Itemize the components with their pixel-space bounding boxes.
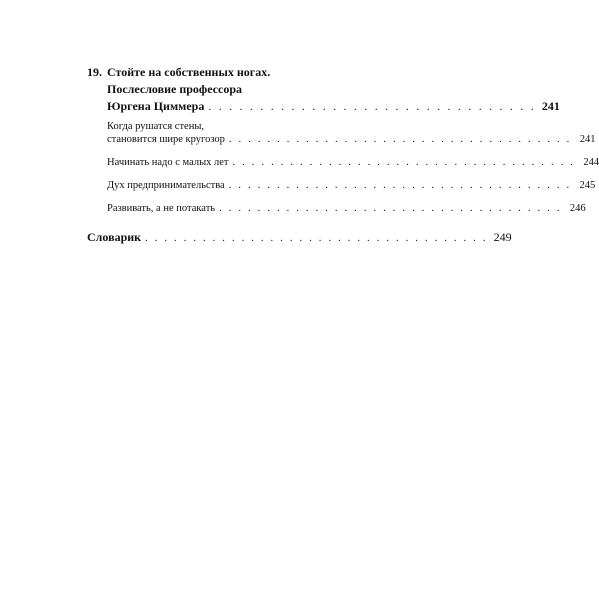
section-title: Дух предпринимательства — [107, 180, 225, 191]
chapter-author-row — [87, 98, 560, 115]
toc-section-entry — [87, 202, 586, 215]
dot-leader: . . . . . . . . . . . . . . . . . . . . . . . . . . . . . . . . . . . . — [228, 134, 572, 145]
table-of-contents — [87, 64, 599, 247]
section-title: Развивать, а не потакать — [107, 203, 216, 214]
chapter-page-number: 241 — [541, 99, 560, 113]
chapter-author: Юргена Циммера — [107, 99, 205, 113]
glossary-title: Словарик — [87, 230, 142, 244]
section-page-number: 244 — [583, 157, 599, 168]
section-title-row — [107, 179, 596, 192]
dot-leader: . . . . . . . . . . . . . . . . . . . . . . . . . . . . . . . . . . . . — [219, 203, 562, 214]
section-page-number: 246 — [569, 203, 586, 214]
section-title: Начинать надо с малых лет — [107, 157, 229, 168]
toc-section-entry — [87, 156, 599, 169]
dot-leader: . . . . . . . . . . . . . . . . . . . . . . . . . . . . . . . . — [208, 99, 536, 113]
chapter-subtitle: Послесловие профессора — [107, 82, 243, 96]
toc-section-entry — [87, 120, 596, 146]
dot-leader: . . . . . . . . . . . . . . . . . . . . . . . . . . . . . . . . . . . . — [145, 233, 488, 244]
dot-leader: . . . . . . . . . . . . . . . . . . . . . . . . . . . . . . . . . . . . — [228, 180, 572, 191]
section-title-row — [107, 156, 599, 169]
dot-leader: . . . . . . . . . . . . . . . . . . . . . . . . . . . . . . . . . . . . — [232, 157, 576, 168]
section-title-row — [107, 202, 586, 215]
section-title: становится шире кругозор — [107, 134, 225, 145]
toc-section-entry — [87, 179, 596, 192]
glossary-entry — [87, 229, 512, 247]
section-page-number: 245 — [579, 180, 596, 191]
chapter-number: 19. — [87, 65, 102, 79]
section-title-line1: Когда рушатся стены, — [107, 121, 205, 132]
section-title-row — [107, 133, 596, 146]
glossary-page-number: 249 — [493, 230, 512, 244]
chapter-heading — [87, 64, 345, 81]
section-page-number: 241 — [579, 134, 596, 145]
chapter-title: Стойте на собственных ногах. — [107, 65, 271, 79]
